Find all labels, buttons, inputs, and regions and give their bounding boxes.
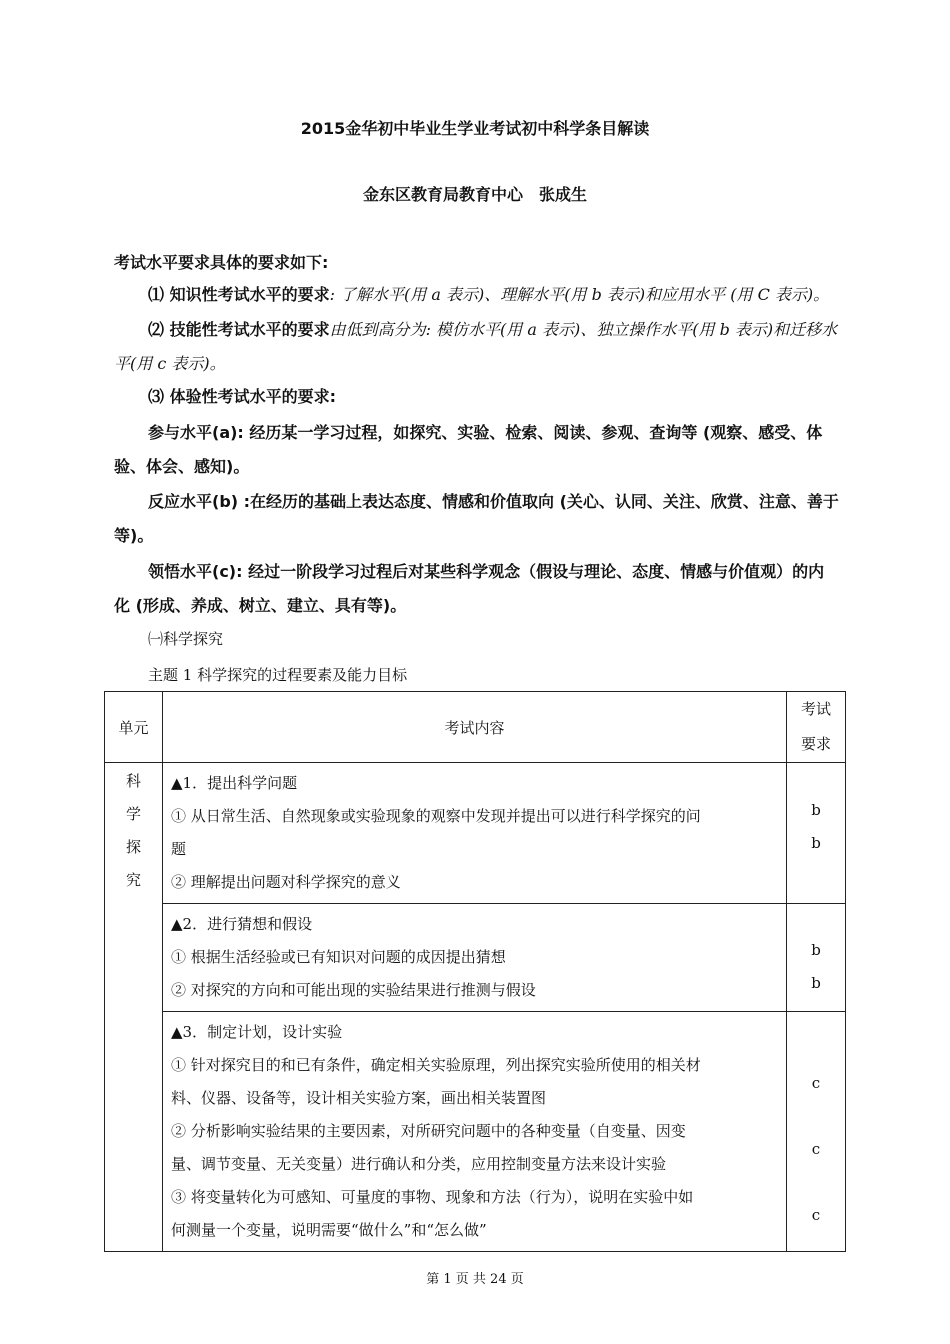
document-title: 2015金华初中毕业生学业考试初中科学条目解读: [300, 119, 650, 138]
table-row: [105, 763, 846, 904]
reaction-level: 反应水平(b) :在经历的基础上表达态度、情感和价值取向 (关心、认同、关注、欣赏、注意、善于等)。: [114, 492, 839, 545]
header-requirement-line2: 要求: [800, 735, 831, 753]
content-line: 何测量一个变量，说明需要“做什么”和“怎么做”: [171, 1221, 487, 1239]
requirement-value: b: [811, 801, 821, 819]
content-line: 料、仪器、设备等，设计相关实验方案，画出相关装置图: [171, 1089, 547, 1107]
table-header-row: [105, 692, 846, 763]
skill-level-paragraph: [114, 313, 839, 381]
skill-level-label: ⑵ 技能性考试水平的要求: [148, 320, 330, 339]
exam-content-table: [104, 691, 846, 1252]
content-cell: [163, 904, 787, 1012]
requirement-value: b: [811, 974, 821, 992]
header-content: 考试内容: [163, 692, 787, 763]
requirement-value: c: [811, 1140, 821, 1158]
section-heading: ㈠科学探究: [148, 630, 224, 648]
content-line: ▲1．提出科学问题: [171, 774, 298, 792]
content-line: ① 根据生活经验或已有知识对问题的成因提出猜想: [171, 948, 506, 966]
content-line: 量、调节变量、无关变量）进行确认和分类，应用控制变量方法来设计实验: [171, 1155, 667, 1173]
unit-char: 学: [125, 805, 141, 823]
content-line: ① 从日常生活、自然现象或实验现象的观察中发现并提出可以进行科学探究的问: [171, 807, 701, 825]
unit-char: 科: [125, 772, 141, 790]
requirements-heading: 考试水平要求具体的要求如下:: [114, 253, 329, 272]
topic-heading: 主题 1 科学探究的过程要素及能力目标: [148, 666, 408, 684]
knowledge-level-paragraph: [114, 278, 839, 312]
content-line: ② 对探究的方向和可能出现的实验结果进行推测与假设: [171, 981, 536, 999]
requirement-cell: [787, 763, 846, 904]
table-row: [105, 1012, 846, 1252]
unit-char: 探: [125, 838, 141, 856]
requirement-cell: [787, 904, 846, 1012]
content-cell: [163, 1012, 787, 1252]
knowledge-level-text: : 了解水平(用 a 表示)、理解水平(用 b 表示)和应用水平 (用 C 表示)。: [329, 285, 830, 304]
content-line: ② 理解提出问题对科学探究的意义: [171, 873, 401, 891]
content-line: ③ 将变量转化为可感知、可量度的事物、现象和方法（行为），说明在实验中如: [171, 1188, 694, 1206]
unit-cell: [105, 763, 163, 1252]
table-row: [105, 904, 846, 1012]
content-line: 题: [171, 840, 187, 858]
requirement-value: c: [811, 1206, 821, 1224]
requirement-value: b: [811, 834, 821, 852]
experience-level-label: ⑶ 体验性考试水平的要求:: [148, 387, 336, 406]
content-line: ② 分析影响实验结果的主要因素，对所研究问题中的各种变量（自变量、因变: [171, 1122, 686, 1140]
page-footer: 第 1 页 共 24 页: [426, 1272, 524, 1287]
skill-level-text: 由低到高分为: 模仿水平(用 a 表示)、独立操作水平(用 b 表示)和迁移水平(用 c 表示)。: [114, 320, 838, 373]
header-requirement: [787, 692, 846, 763]
content-line: ▲3．制定计划，设计实验: [171, 1023, 343, 1041]
requirement-cell: [787, 1012, 846, 1252]
document-author: 金东区教育局教育中心 张成生: [362, 185, 587, 204]
header-unit: 单元: [105, 692, 163, 763]
participation-level: 参与水平(a): 经历某一学习过程，如探究、实验、检索、阅读、参观、查询等 (观察、感受、体验、体会、感知)。: [114, 423, 823, 476]
requirement-value: c: [811, 1074, 821, 1092]
unit-char: 究: [125, 871, 141, 889]
requirement-value: b: [811, 941, 821, 959]
comprehension-level: 领悟水平(c): 经过一阶段学习过程后对某些科学观念（假设与理论、态度、情感与价值观）的内化 (形成、养成、树立、建立、具有等)。: [114, 562, 825, 615]
knowledge-level-label: ⑴ 知识性考试水平的要求: [148, 285, 330, 304]
header-requirement-line1: 考试: [800, 700, 831, 718]
content-line: ① 针对探究目的和已有条件，确定相关实验原理，列出探究实验所使用的相关材: [171, 1056, 701, 1074]
content-cell: [163, 763, 787, 904]
content-line: ▲2．进行猜想和假设: [171, 915, 313, 933]
